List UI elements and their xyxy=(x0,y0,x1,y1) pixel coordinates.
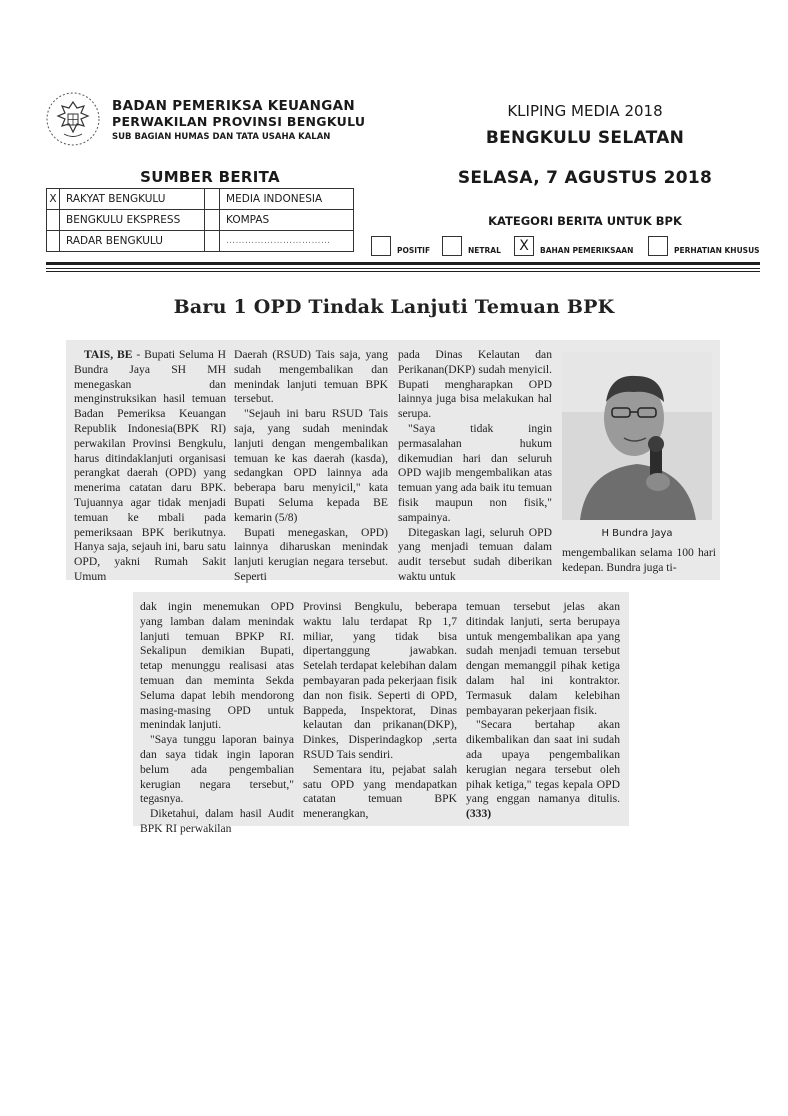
category-label-perhatian: PERHATIAN KHUSUS xyxy=(674,246,760,255)
source-right: MEDIA INDONESIA xyxy=(220,189,354,210)
category-label-netral: NETRAL xyxy=(468,246,501,255)
photo-caption: H Bundra Jaya xyxy=(601,528,673,539)
article-paragraph: Ditegaskan lagi, seluruh OPD yang menjadi temuan dalam audit tersebut sudah diberikan waktu untuk xyxy=(398,525,552,583)
source-right: …………………………… xyxy=(220,231,354,252)
source-left: RADAR BENGKULU xyxy=(60,231,205,252)
article-text: - Bupati Seluma H Bundra Jaya SH MH menegaskan dan menginstruksikan hasil temuan Badan Pemeriksa Keuangan Republik Indonesia(BPK RI) perwakilan Provinsi Bengkulu, harus ditindaklanjuti organisasi perangkat daerah (OPD) yang menerima catatan daru BPK. Tujuannya agar tidak menjadi temuan ke mbali pada pemeriksaan BPK berikutnya. Hanya saja, sejauh ini, baru satu OPD, yakni Rumah Sakit Umum xyxy=(74,348,226,583)
sources-table xyxy=(46,188,354,252)
article-paragraph: Bupati menegaskan, OPD) lainnya diharuskan menindak lanjuti kerugian negara tersebut. Seperti xyxy=(234,525,388,583)
org-name-line1: BADAN PEMERIKSA KEUANGAN xyxy=(112,98,355,114)
article-signature: (333) xyxy=(466,807,492,821)
category-checkbox-bahan[interactable]: X xyxy=(514,236,534,256)
article-column-6 xyxy=(303,600,457,822)
article-column-1 xyxy=(74,348,226,585)
source-spacer xyxy=(205,189,220,210)
source-mark xyxy=(47,231,60,252)
source-mark xyxy=(47,210,60,231)
portrait-photo-icon xyxy=(562,352,712,520)
table-row xyxy=(47,231,354,252)
category-checkbox-positif[interactable] xyxy=(371,236,391,256)
source-left: RAKYAT BENGKULU xyxy=(60,189,205,210)
article-paragraph: dak ingin menemukan OPD yang lamban dalam menindak lanjuti temuan BPKP RI. Sekalipun demikian Bupati, tetap menunggu realisasi atas temuan dan meminta Sekda Seluma dapat lebih mendorong masing-masing OPD untuk menindak lanjuti. xyxy=(140,600,294,732)
source-right: KOMPAS xyxy=(220,210,354,231)
source-mark: X xyxy=(47,189,60,210)
article-paragraph: "Saya tidak ingin permasalahan hukum dikemudian hari dan seluruh OPD wajib mengembalikan atas temuan yang ada baik itu temuan fisik maupun non fisik," sampainya. xyxy=(398,421,552,524)
category-label-positif: POSITIF xyxy=(397,246,431,255)
category-checkbox-netral[interactable] xyxy=(442,236,462,256)
sources-title: SUMBER BERITA xyxy=(140,168,280,186)
org-name-line2: PERWAKILAN PROVINSI BENGKULU xyxy=(112,114,366,129)
article-paragraph: "Saya tunggu laporan bainya dan saya tidak ingin laporan belum ada pengembalian kerugian negara tersebut," tegasnya. xyxy=(140,733,294,806)
garuda-emblem-icon xyxy=(44,90,102,148)
article-dateline: TAIS, BE xyxy=(84,348,133,361)
org-name-line3: SUB BAGIAN HUMAS DAN TATA USAHA KALAN xyxy=(112,132,331,142)
source-left: BENGKULU EKSPRESS xyxy=(60,210,205,231)
article-column-4 xyxy=(562,546,716,576)
region-title: BENGKULU SELATAN xyxy=(485,128,685,148)
category-checkbox-perhatian[interactable] xyxy=(648,236,668,256)
table-row xyxy=(47,189,354,210)
divider xyxy=(46,268,760,269)
article-text: "Secara bertahap akan dikembalikan dan saat ini sudah ada upaya pengembalikan kerugian negara tersebut oleh pihak ketiga," tegas kepala OPD yang enggan namanya ditulis. xyxy=(466,718,620,806)
source-spacer xyxy=(205,231,220,252)
article-paragraph: Provinsi Bengkulu, beberapa waktu lalu terdapat Rp 1,7 miliar, yang tidak bisa dipertanggung jawabkan. Setelah terdapat kelebihan dalam pembayaran pada pekerjaan fisik dan non fisik. Seperti di OPD, Bappeda, Inspektorat, Dinas kelautan dan prikanan(DKP), Dinkes, Disperindagkop ,serta RSUD Tais sendiri. xyxy=(303,600,457,761)
source-spacer xyxy=(205,210,220,231)
article-column-3 xyxy=(398,348,552,585)
article-column-7 xyxy=(466,600,620,822)
category-title: KATEGORI BERITA UNTUK BPK xyxy=(488,214,682,228)
article-paragraph: temuan tersebut jelas akan ditindak lanjuti, serta berupaya untuk mengembalikan apa yang sudah menjadi temuan tersebut dengan memanggil pihak ketiga dalam hal ini kontraktor. Termasuk dalam kelebihan pembayaran pekerjaan fisik. xyxy=(466,600,620,717)
divider xyxy=(46,271,760,272)
kliping-title: KLIPING MEDIA 2018 xyxy=(507,102,663,120)
article-column-2 xyxy=(234,348,388,585)
publication-date: SELASA, 7 AGUSTUS 2018 xyxy=(457,168,713,188)
article-paragraph: Diketahui, dalam hasil Audit BPK RI perwakilan xyxy=(140,807,294,835)
article-paragraph: Daerah (RSUD) Tais saja, yang sudah mengembalikan dan menindak lanjuti temuan BPK tersebut. xyxy=(234,348,388,406)
article-headline: Baru 1 OPD Tindak Lanjuti Temuan BPK xyxy=(173,296,615,318)
article-paragraph: "Sejauh ini baru RSUD Tais saja, yang sudah menindak lanjuti dengan mengembalikan temuan ke kas daerah (kasda), sedangkan OPD lainnya ada beberapa baru menyicil," kata Bupati Seluma kepada BE kemarin (5/8) xyxy=(234,407,388,524)
article-paragraph: mengembalikan selama 100 hari kedepan. Bundra juga ti- xyxy=(562,546,716,574)
article-column-5 xyxy=(140,600,294,837)
article-paragraph: Sementara itu, pejabat salah satu OPD yang mendapatkan catatan temuan BPK menerangkan, xyxy=(303,762,457,821)
table-row xyxy=(47,210,354,231)
article-paragraph: pada Dinas Kelautan dan Perikanan(DKP) sudah menyicil. Bupati mengharapkan OPD lainnya juga bisa melakukan hal serupa. xyxy=(398,348,552,421)
category-label-bahan: BAHAN PEMERIKSAAN xyxy=(540,246,634,255)
divider xyxy=(46,262,760,265)
